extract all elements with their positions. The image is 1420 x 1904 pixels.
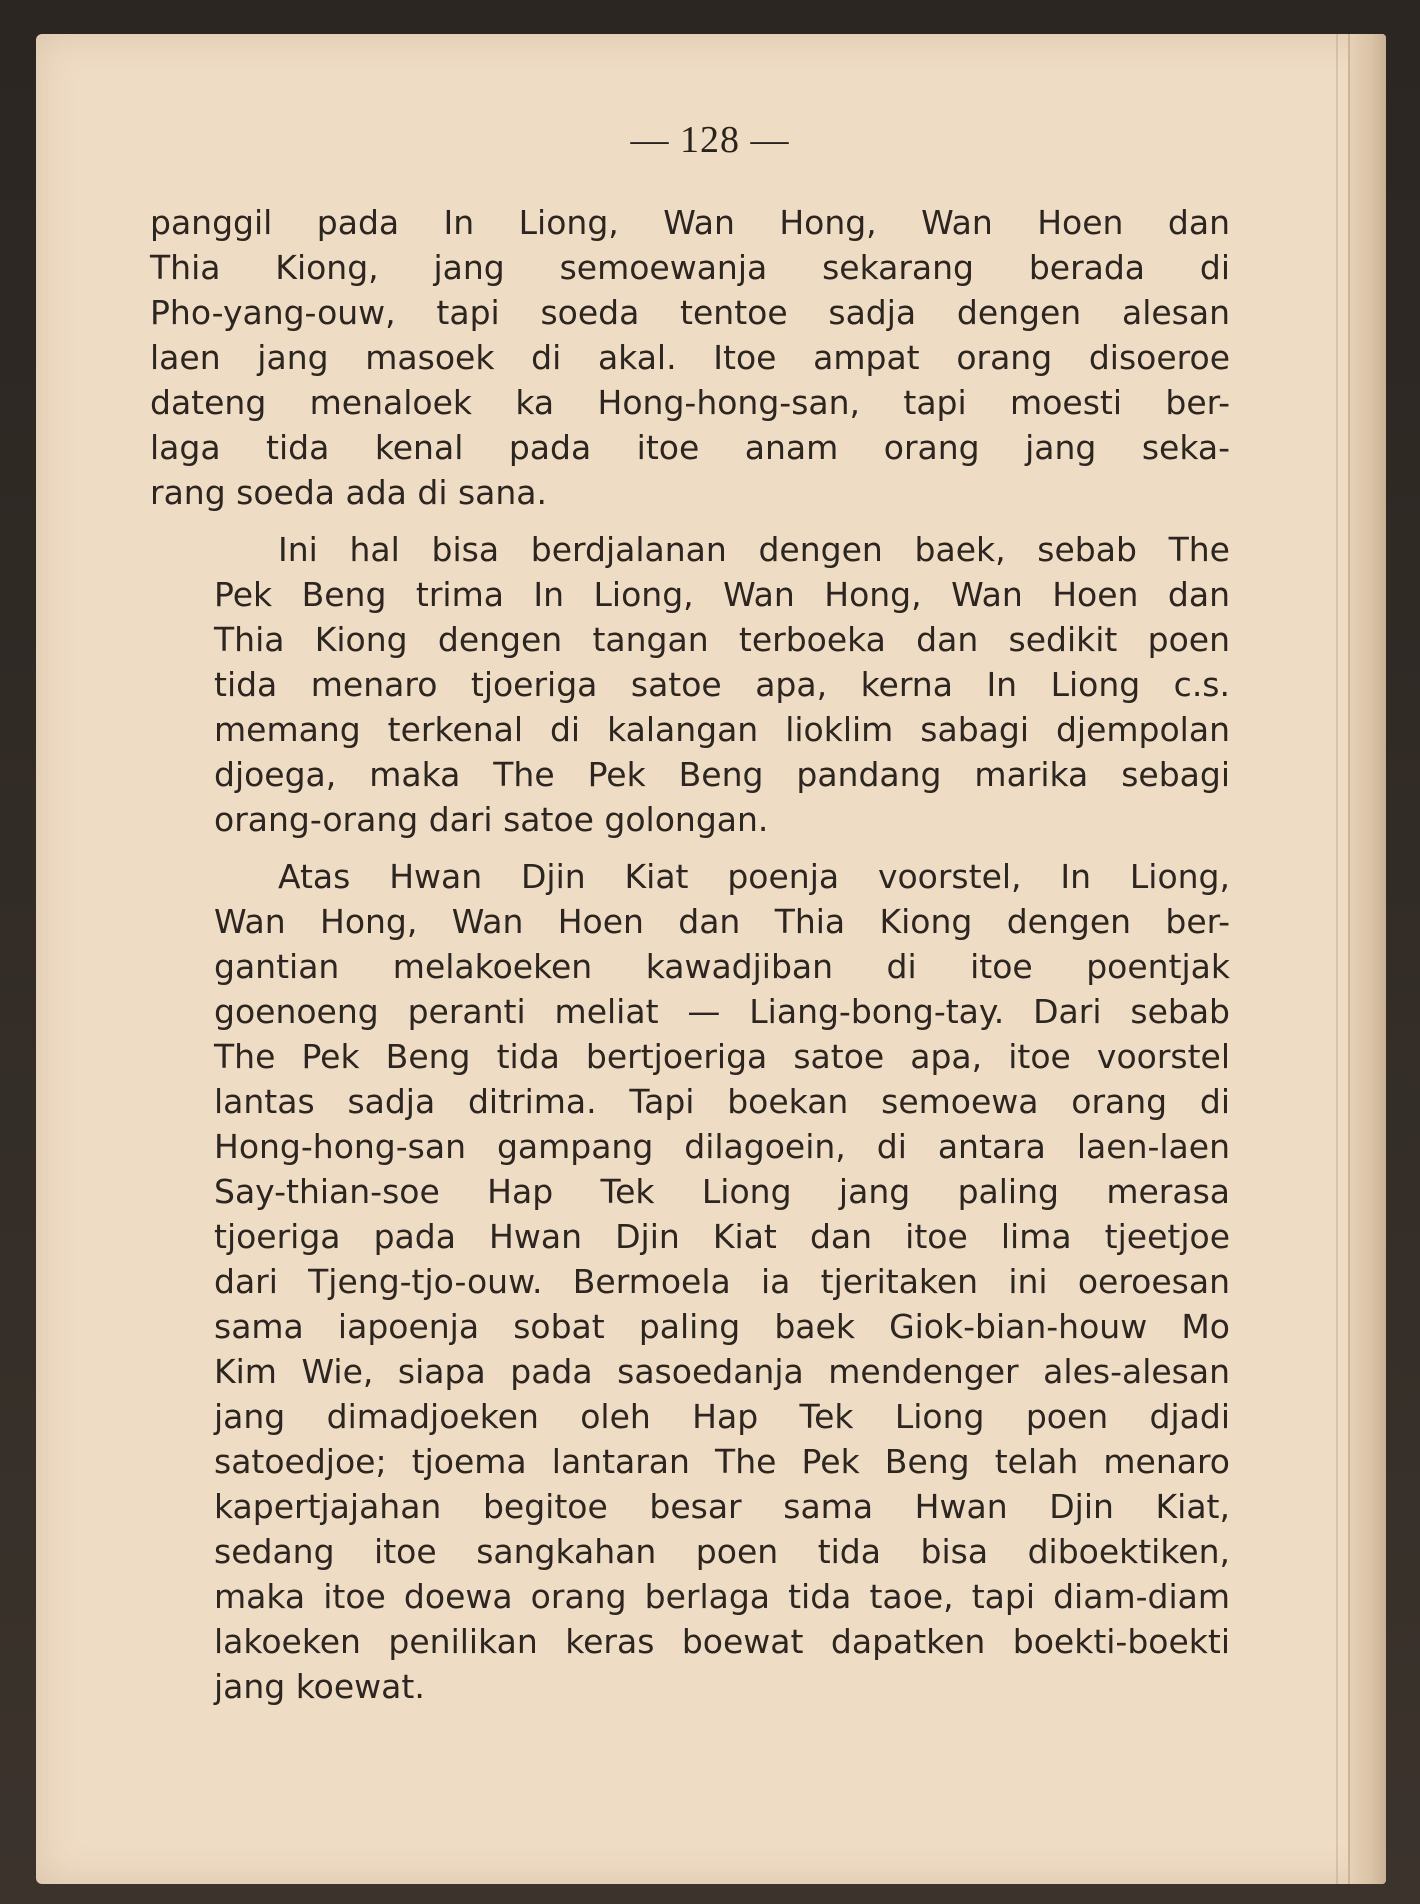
text-line: Pek Beng trima In Liong, Wan Hong, Wan Hoen dan [214,575,1230,614]
text-line: gantian melakoeken kawadjiban di itoe poentjak [214,947,1230,986]
text-line: dari Tjeng-tjo-ouw. Bermoela ia tjeritaken ini oeroesan [214,1262,1230,1301]
text-line: orang-orang dari satoe golongan. [214,800,769,839]
text-line: laen jang masoek di akal. Itoe ampat orang disoeroe [150,338,1230,377]
text-line: jang koewat. [214,1667,425,1706]
text-line: Hong-hong-san gampang dilagoein, di antara laen-laen [214,1127,1230,1166]
text-line: jang dimadjoeken oleh Hap Tek Liong poen djadi [214,1397,1230,1436]
text-line: lakoeken penilikan keras boewat dapatken boekti-boekti [214,1622,1230,1661]
text-line: Thia Kiong, jang semoewanja sekarang berada di [150,248,1230,287]
page-edge [1348,34,1386,1884]
text-line: tida menaro tjoeriga satoe apa, kerna In Liong c.s. [214,665,1230,704]
paragraph [150,854,1230,1709]
page-fold-line [1336,34,1338,1884]
text-line: maka itoe doewa orang berlaga tida taoe, tapi diam-diam [214,1577,1230,1616]
paragraph [150,200,1230,515]
text-line: Kim Wie, siapa pada sasoedanja mendenger ales-alesan [214,1352,1230,1391]
text-line: laga tida kenal pada itoe anam orang jang seka- [150,428,1230,467]
text-line: Thia Kiong dengen tangan terboeka dan sedikit poen [214,620,1230,659]
text-line: kapertjajahan begitoe besar sama Hwan Djin Kiat, [214,1487,1230,1526]
text-line: sama iapoenja sobat paling baek Giok-bian-houw Mo [214,1307,1230,1346]
body-text [150,200,1230,1721]
page-number: — 128 — [630,119,790,161]
text-line: Pho-yang-ouw, tapi soeda tentoe sadja dengen alesan [150,293,1230,332]
text-line: dateng menaloek ka Hong-hong-san, tapi moesti ber- [150,383,1230,422]
text-line: goenoeng peranti meliat — Liang-bong-tay. Dari sebab [214,992,1230,1031]
text-line: djoega, maka The Pek Beng pandang marika sebagi [214,755,1230,794]
text-line: Ini hal bisa berdjalanan dengen baek, sebab The [278,530,1230,569]
text-line: lantas sadja ditrima. Tapi boekan semoewa orang di [214,1082,1230,1121]
paragraph [150,527,1230,842]
text-line: panggil pada In Liong, Wan Hong, Wan Hoen dan [150,203,1230,242]
text-line: Wan Hong, Wan Hoen dan Thia Kiong dengen ber- [214,902,1230,941]
text-line: memang terkenal di kalangan lioklim sabagi djempolan [214,710,1230,749]
text-line: The Pek Beng tida bertjoeriga satoe apa, itoe voorstel [214,1037,1230,1076]
text-line: Atas Hwan Djin Kiat poenja voorstel, In Liong, [278,857,1230,896]
text-line: sedang itoe sangkahan poen tida bisa diboektiken, [214,1532,1230,1571]
text-line: tjoeriga pada Hwan Djin Kiat dan itoe lima tjeetjoe [214,1217,1230,1256]
text-line: Say-thian-soe Hap Tek Liong jang paling merasa [214,1172,1230,1211]
text-line: rang soeda ada di sana. [150,473,548,512]
text-line: satoedjoe; tjoema lantaran The Pek Beng telah menaro [214,1442,1230,1481]
